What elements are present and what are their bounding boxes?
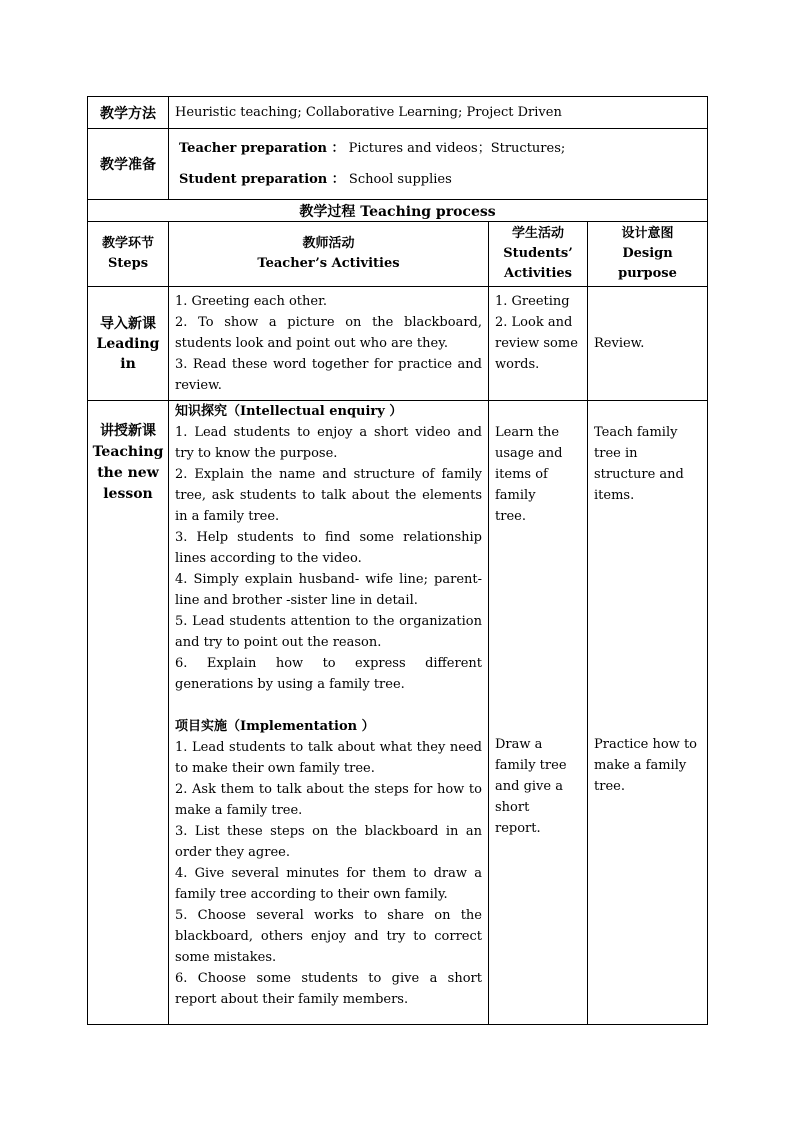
new-lesson-step-cn: 讲授新课 — [100, 423, 156, 439]
list-item: 2. Explain the name and structure of family tree, ask students to talk about the elements in a family tree. — [175, 467, 482, 524]
list-item: 3. List these steps on the blackboard in an order they agree. — [175, 824, 482, 860]
list-item: 1. Greeting — [495, 294, 570, 309]
list-item: 2. Look and review some words. — [495, 315, 578, 372]
leading-in-step-en: Leading in — [96, 335, 160, 372]
list-item: 6. Choose some students to give a short report about their family members. — [175, 971, 482, 1007]
header-row — [88, 222, 708, 287]
teacher-preparation-label: Teacher preparation ： — [179, 141, 345, 156]
header-teacher — [169, 222, 489, 287]
leading-in-design: Review. — [588, 287, 708, 401]
header-steps — [88, 222, 169, 287]
list-item: 2. To show a picture on the blackboard, students look and point out who are they. — [175, 315, 482, 351]
implementation-title: 项目实施（Implementation ） — [175, 719, 375, 734]
new-lesson-step — [88, 401, 169, 1025]
header-teacher-en: Teacher’s Activities — [257, 256, 400, 271]
preparation-row — [88, 129, 708, 200]
implementation-students-text: Draw a family tree and give a short report. — [495, 737, 567, 836]
list-item: 5. Lead students attention to the organization and try to point out the reason. — [175, 614, 482, 650]
list-item: 1. Greeting each other. — [175, 294, 327, 309]
enquiry-title: 知识探究（Intellectual enquiry ） — [175, 404, 403, 419]
header-design-cn: 设计意图 — [621, 226, 674, 241]
new-lesson-design — [588, 401, 708, 1025]
header-students-cn: 学生活动 — [511, 226, 564, 241]
list-item: 4. Simply explain husband- wife line; parent-line and brother -sister line in detail. — [175, 572, 482, 608]
student-preparation-value: School supplies — [348, 172, 452, 187]
header-steps-en: Steps — [107, 256, 149, 271]
student-preparation-label: Student preparation ： — [179, 172, 345, 187]
list-item: 1. Lead students to talk about what they need to make their own family tree. — [175, 740, 482, 776]
enquiry-students-text: Learn the usage and items of family tree. — [495, 425, 563, 524]
new-lesson-step-en: Teaching the new lesson — [92, 444, 164, 502]
leading-in-row — [88, 287, 708, 401]
new-lesson-students — [489, 401, 588, 1025]
header-design-en: Design purpose — [618, 246, 677, 281]
list-item: 3. Read these word together for practice and review. — [175, 357, 482, 393]
list-item: 6. Explain how to express different generations by using a family tree. — [175, 656, 482, 692]
teacher-preparation-line — [179, 133, 697, 164]
header-teacher-cn: 教师活动 — [302, 236, 355, 251]
process-title-row — [88, 200, 708, 222]
methods-label: 教学方法 — [88, 97, 169, 129]
leading-in-step-cn: 导入新课 — [100, 315, 156, 332]
leading-in-students — [489, 287, 588, 401]
process-title: 教学过程 Teaching process — [88, 200, 708, 222]
list-item: 1. Lead students to enjoy a short video and try to know the purpose. — [175, 425, 482, 461]
list-item: 4. Give several minutes for them to draw a family tree according to their own family. — [175, 866, 482, 902]
enquiry-design-text: Teach family tree in structure and items. — [594, 425, 684, 503]
header-steps-cn: 教学环节 — [101, 236, 154, 251]
new-lesson-row — [88, 401, 708, 1025]
implementation-design-text: Practice how to make a family tree. — [594, 737, 697, 794]
lesson-plan-table — [87, 96, 708, 1025]
methods-row — [88, 97, 708, 129]
header-design — [588, 222, 708, 287]
teacher-preparation-value: Pictures and videos；Structures; — [348, 141, 566, 156]
student-preparation-line — [179, 164, 697, 195]
methods-value: Heuristic teaching; Collaborative Learning; Project Driven — [169, 97, 708, 129]
new-lesson-teacher — [169, 401, 489, 1025]
preparation-label: 教学准备 — [88, 129, 169, 200]
leading-in-step — [88, 287, 169, 401]
header-students — [489, 222, 588, 287]
list-item: 5. Choose several works to share on the blackboard, others enjoy and try to correct some mistakes. — [175, 908, 482, 965]
preparation-cell — [169, 129, 708, 200]
header-students-en: Students’ Activities — [503, 246, 573, 281]
leading-in-teacher — [169, 287, 489, 401]
list-item: 2. Ask them to talk about the steps for how to make a family tree. — [175, 782, 482, 818]
spacer — [175, 695, 482, 716]
list-item: 3. Help students to find some relationship lines according to the video. — [175, 530, 482, 566]
